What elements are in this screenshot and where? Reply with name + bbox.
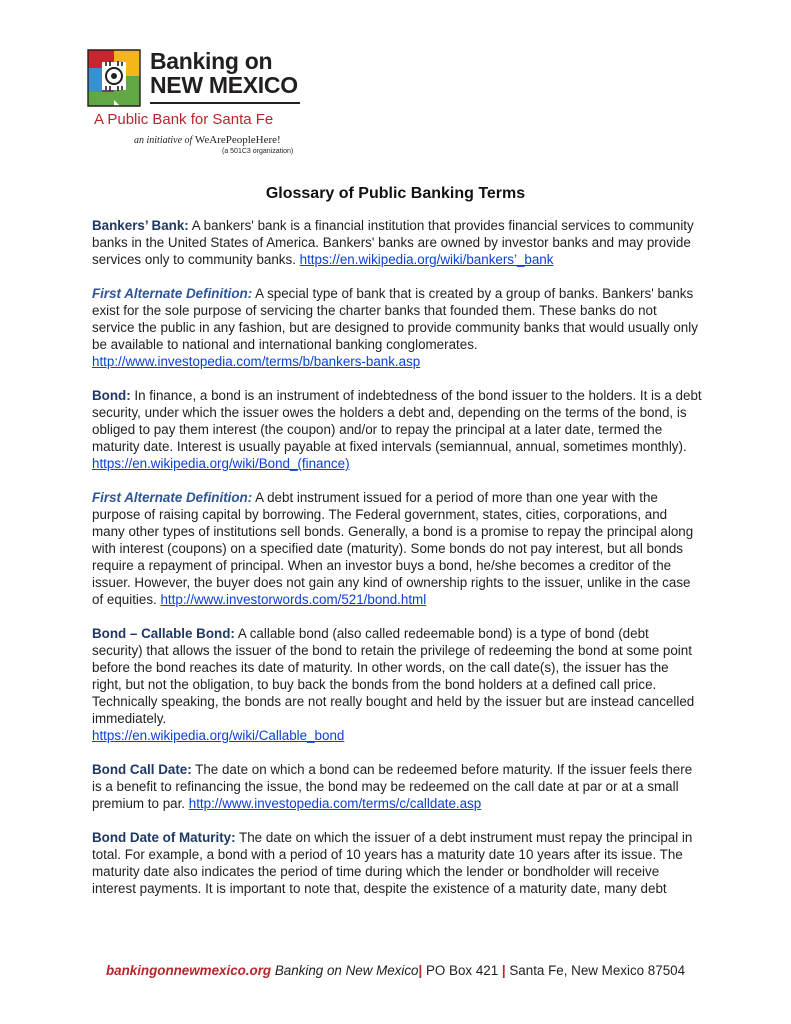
definition-text: The date on which the issuer of a debt instrument must repay the principal in total. For example, a bond with a period of 10 years has a maturity date 10 years after its issue. The maturity date also indicates the period of time during which the lender or bondholder will receive interest payments. It is important to note that, despite the existence of a maturity date, many debt (92, 830, 693, 896)
term-label: Bankers’ Bank: (92, 218, 189, 233)
page-footer (0, 963, 791, 978)
banking-on-new-mexico-logo (86, 44, 316, 159)
source-link[interactable]: https://en.wikipedia.org/wiki/Callable_bond (92, 728, 345, 743)
term-label: Bond – Callable Bond: (92, 626, 235, 641)
initiative-line (134, 134, 281, 146)
footer-org-name: Banking on New Mexico (271, 963, 419, 978)
term-label: Bond Call Date: (92, 762, 192, 777)
glossary-entry-bond-call-date (92, 761, 702, 812)
tagline: A Public Bank for Santa Fe (94, 111, 274, 128)
brand-line-1: Banking on (150, 48, 273, 74)
glossary-entry-bankers-bank (92, 217, 702, 268)
term-label: Bond Date of Maturity: (92, 830, 236, 845)
glossary-entry-bond (92, 387, 702, 472)
org-note: (a 501C3 organization) (222, 148, 294, 155)
alt-definition-label: First Alternate Definition: (92, 286, 253, 301)
footer-separator: | (418, 963, 423, 978)
document-title: Glossary of Public Banking Terms (265, 185, 526, 202)
term-label: Bond: (92, 388, 131, 403)
glossary-content (92, 217, 702, 914)
source-link[interactable]: https://en.wikipedia.org/wiki/bankers’_bank (299, 252, 554, 267)
brand-divider (150, 102, 300, 104)
glossary-entry-bond-alt (92, 489, 702, 608)
definition-text: In finance, a bond is an instrument of indebtedness of the bond issuer to the holders. It is a debt security, under which the issuer owes the holders a debt and, depending on the terms of the bond, is obliged to pay them interest (the coupon) and/or to repay the principal at a later date, termed the maturity date. Interest is usually payable at fixed intervals (semiannual, annual, sometimes monthly). (92, 388, 702, 454)
source-link[interactable]: https://en.wikipedia.org/wiki/Bond_(finance) (92, 456, 350, 471)
brand-line-2: NEW MEXICO (150, 72, 298, 98)
footer-website-link[interactable]: bankingonnewmexico.org (105, 963, 272, 978)
footer-city: Santa Fe, New Mexico 87504 (505, 963, 686, 978)
definition-text: A callable bond (also called redeemable bond) is a type of bond (debt security) that allows the issuer of the bond to retain the privilege of redeeming the bond at some point before the bond reaches its date of maturity. In other words, on the call date(s), the issuer has the right, but not the obligation, to buy back the bonds from the bond holders at a defined call price. Technically speaking, the bonds are not really bought and held by the issuer but are instead cancelled immediately. (92, 626, 695, 726)
glossary-entry-bond-date-of-maturity (92, 829, 702, 897)
definition-text: The date on which a bond can be redeemed before maturity. If the issuer feels there is a benefit to refinancing the issue, the bond may be redeemed on the call date at par or at a small premium to par. (92, 762, 693, 811)
initiative-prefix: an initiative of (134, 135, 193, 146)
glossary-entry-bankers-bank-alt (92, 285, 702, 370)
footer-po-box: PO Box 421 (422, 963, 502, 978)
definition-text: A special type of bank that is created by a group of banks. Bankers' banks exist for the sole purpose of servicing the charter banks that founded them. These banks do not service the public in any fashion, but are designed to provide community banks that would usually only be available to national and international banking conglomerates. (92, 286, 698, 352)
source-link[interactable]: http://www.investorwords.com/521/bond.html (160, 592, 427, 607)
alt-definition-label: First Alternate Definition: (92, 490, 253, 505)
footer-separator: | (501, 963, 506, 978)
definition-text: A bankers' bank is a financial institution that provides financial services to community banks in the United States of America. Bankers' banks are owned by investor banks and may provide services only to community banks. (92, 218, 694, 267)
definition-text: A debt instrument issued for a period of more than one year with the purpose of raising capital by borrowing. The Federal government, states, cities, corporations, and many other types of institutions sell bonds. Generally, a bond is a promise to repay the principal along with interest (coupons) on a specified date (maturity). Some bonds do not pay interest, but all bonds require a repayment of principal. When an investor buys a bond, he/she becomes a creditor of the issuer. However, the buyer does not gain any kind of ownership rights to the issuer, unlike in the case of equities. (92, 490, 694, 607)
glossary-entry-callable-bond (92, 625, 702, 744)
zia-sun-logo-mark (86, 48, 142, 108)
source-link[interactable]: http://www.investopedia.com/terms/b/bankers-bank.asp (92, 354, 421, 369)
source-link[interactable]: http://www.investopedia.com/terms/c/calldate.asp (188, 796, 482, 811)
initiative-org: WeArePeopleHere! (194, 134, 281, 146)
